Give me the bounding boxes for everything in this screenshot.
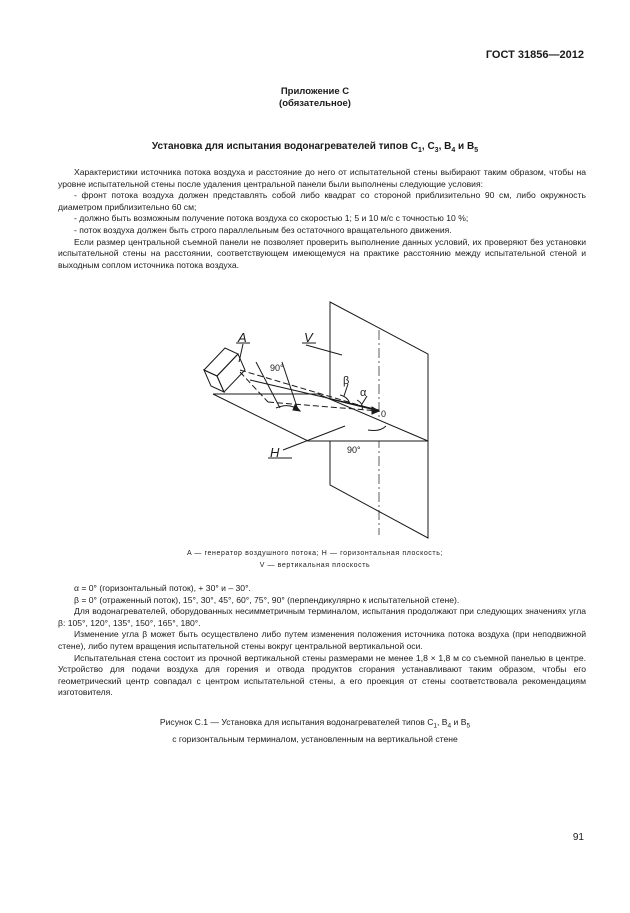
caption-line-1: Рисунок С.1 — Установка для испытания водонагревателей типов $C_1$, $B_4$ и $B_5$ xyxy=(159,717,471,730)
paragraph: - должно быть возможным получение потока воздуха со скоростью 1; 5 и 10 м/с с точностью 10 %; xyxy=(74,213,469,224)
beta-label: β xyxy=(343,375,350,387)
test-setup-diagram xyxy=(190,300,440,540)
label-a: A xyxy=(238,330,247,345)
note: Испытательная стена состоит из прочной вертикальной стены размерами не менее 1,8 × 1,8 м со съемной панелью в центре. Устройство для подачи воздуха для горения и отвода продуктов сгорания устанавливают таким образом, чтобы его геометрический центр совпадал с центром испытательной стены, а его проекция от стены соответствовала рекомендациям изготовителя. xyxy=(58,652,586,698)
label-v: V xyxy=(304,330,313,345)
page-number: 91 xyxy=(572,832,584,843)
alpha-label: α xyxy=(360,387,367,399)
notes-text xyxy=(58,583,586,699)
paragraph: - фронт потока воздуха должен представлять собой либо квадрат со стороной приблизительно 90 см, либо окружность диаметром приблизительно 60 см; xyxy=(58,190,586,212)
note: Для водонагревателей, оборудованных несимметричным терминалом, испытания продолжают при следующих значениях угла β: 105°, 120°, 135°, 150°, 165°, 180°. xyxy=(58,606,586,628)
figure-legend xyxy=(0,548,630,572)
annex-status: (обязательное) xyxy=(279,98,351,109)
angle-bottom-label: 90° xyxy=(347,445,361,455)
label-h: H xyxy=(270,445,280,460)
air-generator-icon xyxy=(204,348,245,392)
paragraph: - поток воздуха должен быть строго параллельным без остаточного вращательного движения. xyxy=(74,224,452,235)
annex-title: Приложение С xyxy=(280,86,350,97)
legend-line: V — вертикальная плоскость xyxy=(259,562,371,569)
note: β = 0° (отраженный поток), 15°, 30°, 45°, 60°, 75°, 90° (перпендикулярно к испытательной стене). xyxy=(74,594,460,605)
legend-line: A — генератор воздушного потока; H — горизонтальная плоскость; xyxy=(186,550,444,557)
intro-text xyxy=(58,167,586,271)
figure-caption xyxy=(0,716,630,745)
standard-header: ГОСТ 31856—2012 xyxy=(485,49,584,61)
paragraph: Если размер центральной съемной панели не позволяет проверить выполнение данных условий, их проверяют без установки испытательной стены на расстоянии, соответствующем имеющемуся на практике расстоянию между испытательной стеной и выходным соплом источника потока воздуха. xyxy=(58,236,586,270)
note: α = 0° (горизонтальный поток), + 30° и – 30°. xyxy=(74,583,251,593)
angle-top-label: 90° xyxy=(270,363,284,373)
paragraph: Характеристики источника потока воздуха и расстояние до него от испытательной стены выбирают таким образом, чтобы на уровне испытательной стены после удаления центральной панели были выполнены следующие условия: xyxy=(58,167,586,189)
section-title: Установка для испытания водонагревателей типов $C_1$, $C_3$, $B_4$ и $B_5$ xyxy=(151,141,479,154)
origin-label: 0 xyxy=(381,409,387,419)
note: Изменение угла β может быть осуществлено либо путем изменения положения источника потока воздуха (при неподвижной стене), либо путем вращения испытательной стены вокруг центральной вертикальной оси. xyxy=(58,629,586,651)
caption-line-2: с горизонтальным терминалом, установленным на вертикальной стене xyxy=(172,733,458,744)
